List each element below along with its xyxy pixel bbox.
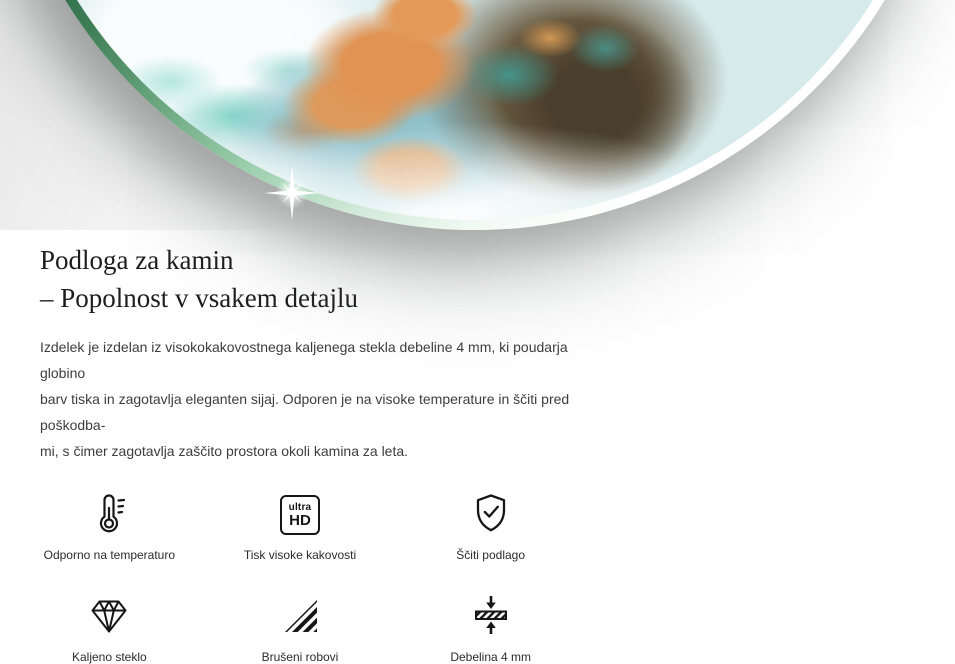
feature-temperature (14, 491, 205, 562)
glass-pad-edge (0, 0, 955, 230)
feature-label: Brušeni robovi (261, 650, 339, 664)
diamond-icon (87, 593, 131, 637)
shield-check-icon (469, 491, 513, 535)
glass-pad-marble-print (5, 0, 945, 220)
page-title-line1: Podloga za kamin (40, 245, 234, 275)
feature-label: Kaljeno steklo (71, 650, 147, 664)
feature-protection (395, 491, 586, 562)
ultra-hd-icon (280, 491, 320, 535)
ultra-hd-badge (280, 495, 320, 535)
feature-thickness (395, 593, 586, 664)
feature-label: Odporno na temperaturo (43, 548, 176, 562)
description-line: mi, s čimer zagotavlja zaščito prostora okoli kamina za leta. (40, 443, 409, 459)
feature-label: Tisk visoke kakovosti (243, 548, 357, 562)
description-line: barv tiska in zagotavlja eleganten sijaj. Odporen je na visoke temperature in ščiti pred poškodba- (40, 391, 570, 433)
product-info-section (0, 241, 600, 464)
feature-print-quality (205, 491, 396, 562)
ultra-hd-text-top: ultra (288, 501, 312, 513)
feature-polished-edges (205, 593, 396, 664)
product-description (40, 334, 572, 464)
page-title-line2: – Popolnost v vsakem detajlu (40, 283, 358, 313)
page-title (40, 241, 572, 317)
ultra-hd-text-bottom: HD (289, 511, 311, 529)
thickness-icon (469, 593, 513, 637)
bevel-stripes-icon (278, 593, 322, 637)
description-line: Izdelek je izdelan iz visokokakovostnega kaljenega stekla debeline 4 mm, ki poudarja globino (40, 339, 568, 381)
product-hero-image (0, 0, 600, 230)
feature-label: Debelina 4 mm (450, 650, 532, 664)
features-grid (0, 491, 600, 664)
feature-label: Ščiti podlago (456, 548, 526, 562)
thermometer-icon (87, 491, 131, 535)
feature-tempered-glass (14, 593, 205, 664)
